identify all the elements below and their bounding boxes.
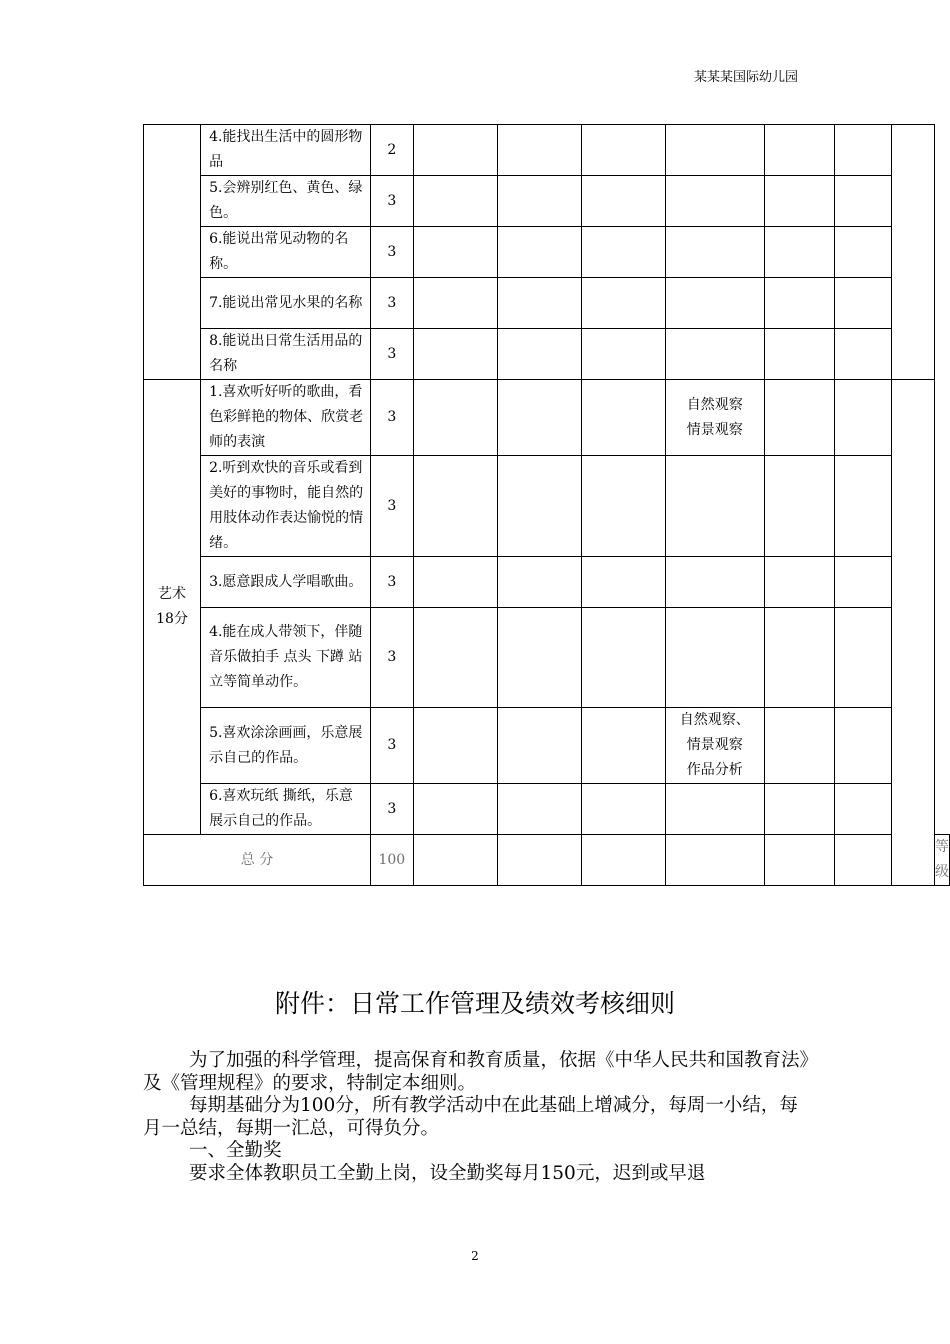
section-heading: 一、全勤奖	[189, 1140, 282, 1161]
total-score: 100	[370, 835, 413, 886]
table-row	[144, 557, 950, 608]
category-art-cell	[144, 380, 201, 835]
method-cell: 自然观察、 情景观察 作品分析	[665, 708, 764, 784]
table-row	[144, 125, 950, 176]
score-cell: 3	[370, 227, 413, 278]
total-row	[144, 835, 950, 886]
evaluation-table	[143, 124, 950, 886]
score-cell: 3	[370, 784, 413, 835]
score-cell: 3	[370, 708, 413, 784]
table-row	[144, 329, 950, 380]
score-cell: 3	[370, 608, 413, 708]
score-cell: 3	[370, 557, 413, 608]
item-cell: 4.能在成人带领下，伴随音乐做拍手 点头 下蹲 站立等简单动作。	[201, 608, 371, 708]
category-points: 18分	[156, 611, 188, 627]
score-cell: 3	[370, 456, 413, 557]
score-cell: 3	[370, 329, 413, 380]
page-number: 2	[471, 1249, 479, 1263]
table-row	[144, 708, 950, 784]
item-cell: 5.会辨别红色、黄色、绿色。	[201, 176, 371, 227]
score-cell: 2	[370, 125, 413, 176]
table-row	[144, 278, 950, 329]
paragraph: 要求全体教职员工全勤上岗，设全勤奖每月150元，迟到或早退	[189, 1162, 706, 1184]
table-row	[144, 608, 950, 708]
item-cell: 6.喜欢玩纸 撕纸，乐意展示自己的作品。	[201, 784, 371, 835]
item-cell: 5.喜欢涂涂画画，乐意展示自己的作品。	[201, 708, 371, 784]
paragraph: 为了加强的科学管理，提高保育和教育质量，依据《中华人民共和国教育法》及《管理规程》的要求，特制定本细则。	[143, 1050, 809, 1094]
table-row	[144, 176, 950, 227]
header-org-name: 某某某国际幼儿园	[694, 70, 799, 85]
total-label: 总 分	[144, 835, 371, 886]
document-title: 附件：日常工作管理及绩效考核细则	[274, 989, 675, 1018]
item-cell: 7.能说出常见水果的名称	[201, 278, 371, 329]
table-row	[144, 784, 950, 835]
table-row	[144, 456, 950, 557]
item-cell: 3.愿意跟成人学唱歌曲。	[201, 557, 371, 608]
item-cell: 6.能说出常见动物的名称。	[201, 227, 371, 278]
item-cell: 8.能说出日常生活用品的名称	[201, 329, 371, 380]
score-cell: 3	[370, 380, 413, 456]
item-cell: 2.听到欢快的音乐或看到美好的事物时，能自然的用肢体动作表达愉悦的情绪。	[201, 456, 371, 557]
body-text	[143, 1050, 809, 1185]
grade-label: 等级	[935, 835, 950, 886]
table-row	[144, 380, 950, 456]
category-cell-continued	[144, 125, 201, 380]
score-cell: 3	[370, 278, 413, 329]
item-cell: 1.喜欢听好听的歌曲，看色彩鲜艳的物体、欣赏老师的表演	[201, 380, 371, 456]
score-cell: 3	[370, 176, 413, 227]
paragraph: 每期基础分为100分，所有教学活动中在此基础上增减分，每周一小结，每月一总结，每期一汇总，可得负分。	[143, 1095, 798, 1139]
method-cell: 自然观察 情景观察	[665, 380, 764, 456]
table-row	[144, 227, 950, 278]
category-name: 艺术	[158, 586, 187, 602]
item-cell: 4.能找出生活中的圆形物品	[201, 125, 371, 176]
